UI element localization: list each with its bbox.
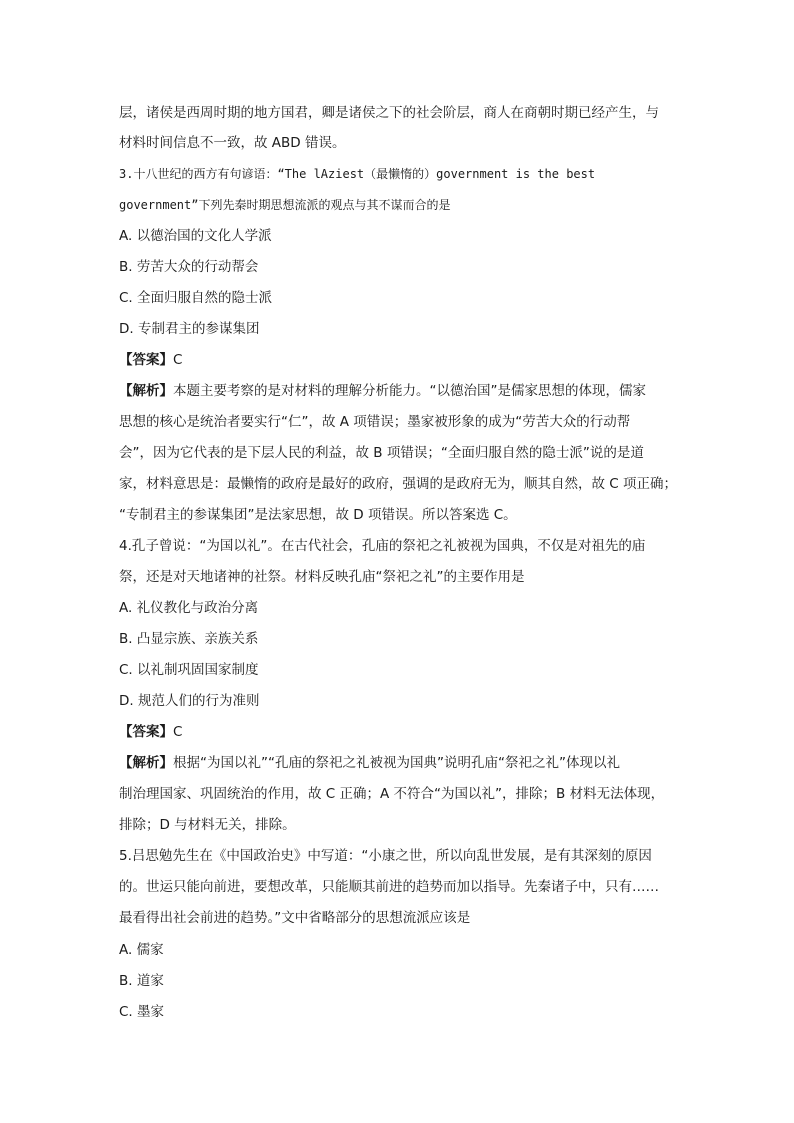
option-a: A. 儒家 xyxy=(119,942,164,958)
option-c: C. 以礼制巩固国家制度 xyxy=(119,662,259,678)
text-line: 材料时间信息不一致，故 ABD 错误。 xyxy=(119,135,346,151)
question-5-stem-cont: 的。世运只能向前进，要想改革，只能顺其前进的趋势而加以指导。先秦诸子中，只有…… xyxy=(119,879,659,895)
text-line: 会”，因为它代表的是下层人民的利益，故 B 项错误；“全面归服自然的隐士派”说的是道 xyxy=(119,445,644,461)
option-d: D. 规范人们的行为准则 xyxy=(119,693,260,709)
analysis-line xyxy=(119,753,679,773)
analysis-tag: 【解析】 xyxy=(119,755,173,771)
analysis-tag: 【解析】 xyxy=(119,383,173,399)
analysis-text: 根据“为国以礼”“孔庙的祭祀之礼被视为国典”说明孔庙“祭祀之礼”体现以礼 xyxy=(173,755,620,771)
option-c: C. 墨家 xyxy=(119,1004,165,1020)
option-a: A. 以德治国的文化人学派 xyxy=(119,228,272,244)
option-b: B. 道家 xyxy=(119,973,164,989)
text-line: 思想的核心是统治者要实行“仁”，故 A 项错误；墨家被形象的成为“劳苦大众的行动帮 xyxy=(119,414,631,430)
option-a: A. 礼仪教化与政治分离 xyxy=(119,600,259,616)
text-line: 层，诸侯是西周时期的地方国君，卿是诸侯之下的社会阶层，商人在商朝时期已经产生，与 xyxy=(119,105,659,121)
text-line: 排除；D 与材料无关，排除。 xyxy=(119,817,296,833)
text-line: 家，材料意思是：最懒惰的政府是最好的政府，强调的是政府无为，顺其自然，故 C 项正确； xyxy=(119,476,678,492)
question-4-stem-cont: 祭，还是对天地诸神的社祭。材料反映孔庙“祭祀之礼”的主要作用是 xyxy=(119,569,525,585)
answer-tag: 【答案】 xyxy=(119,352,173,368)
answer-line xyxy=(119,722,679,742)
option-b: B. 凸显宗族、亲族关系 xyxy=(119,631,259,647)
text-line: “专制君主的参谋集团”是法家思想，故 D 项错误。所以答案选 C。 xyxy=(119,507,517,523)
answer-line xyxy=(119,350,679,370)
question-4-stem: 4.孔子曾说：“为国以礼”。在古代社会，孔庙的祭祀之礼被视为国典，不仅是对祖先的庙 xyxy=(119,538,646,554)
text-line: 制治理国家、巩固统治的作用，故 C 正确；A 不符合“为国以礼”，排除；B 材料无法体现， xyxy=(119,786,665,802)
answer-value: C xyxy=(173,352,183,368)
answer-value: C xyxy=(173,724,183,740)
question-3-stem: 3.十八世纪的西方有句谚语：“The lAziest（最懒惰的）government is the best xyxy=(119,167,596,181)
question-5-stem-cont: 最看得出社会前进的趋势。”文中省略部分的思想流派应该是 xyxy=(119,910,471,926)
analysis-line xyxy=(119,381,679,401)
option-d: D. 专制君主的参谋集团 xyxy=(119,321,260,337)
option-b: B. 劳苦大众的行动帮会 xyxy=(119,259,259,275)
analysis-text: 本题主要考察的是对材料的理解分析能力。“以德治国”是儒家思想的体现，儒家 xyxy=(173,383,646,399)
option-c: C. 全面归服自然的隐士派 xyxy=(119,290,273,306)
answer-tag: 【答案】 xyxy=(119,724,173,740)
question-5-stem: 5.吕思勉先生在《中国政治史》中写道：“小康之世，所以向乱世发展，是有其深刻的原因 xyxy=(119,848,652,864)
question-3-stem-cont: government”下列先秦时期思想流派的观点与其不谋而合的是 xyxy=(119,198,451,212)
